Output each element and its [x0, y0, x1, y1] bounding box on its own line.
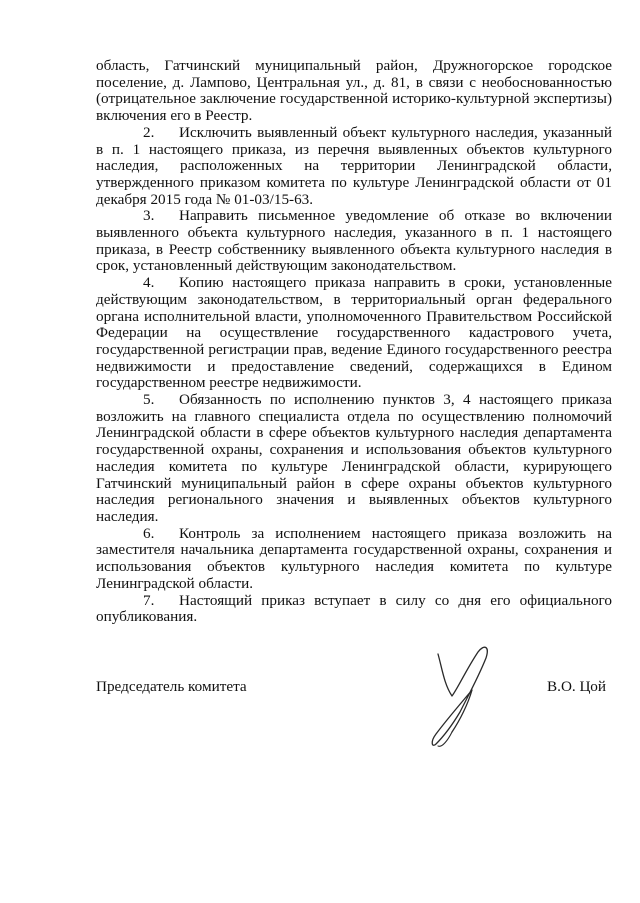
- item-text: Копию настоящего приказа направить в сроки, установленные действующим законодательством, в территориальный орган федерального органа исполнительной власти, уполномоченного Правительством Российской Федерации на осуществление государственного кадастрового учета, государственной регистрации прав, ведение Единого государственного реестра недвижимости и предоставление сведений, содержащихся в Едином государственном реестре недвижимости.: [96, 274, 612, 392]
- item-number: 2.: [143, 123, 155, 141]
- signatory-title: Председатель комитета: [96, 678, 247, 695]
- item-number: 7.: [143, 591, 155, 609]
- signatory-name: В.О. Цой: [547, 678, 606, 695]
- item-7: [96, 593, 612, 626]
- item-5: [96, 392, 612, 526]
- item-3: [96, 208, 612, 275]
- item-2: [96, 125, 612, 209]
- item-number: 4.: [143, 274, 155, 292]
- item-text: Настоящий приказ вступает в силу со дня его официального опубликования.: [96, 591, 612, 626]
- item-text: Обязанность по исполнению пунктов 3, 4 настоящего приказа возложить на главного специалиста отдела по осуществлению полномочий Ленинградской области в сфере объектов культурного наследия департамента государственной охраны, сохранения и использования объектов культурного наследия комитета по культуре Ленинградской области, курирующего Гатчинский муниципальный район в сфере охраны объектов культурного наследия регионального значения и выявленных объектов культурного наследия.: [96, 391, 612, 525]
- item-number: 6.: [143, 524, 155, 542]
- intro-paragraph: область, Гатчинский муниципальный район, Дружногорское городское поселение, д. Лампово, Центральная ул., д. 81, в связи с необоснованностью (отрицательное заключение государственной историко-культурной экспертизы) включения его в Реестр.: [96, 57, 612, 125]
- item-number: 3.: [143, 207, 155, 225]
- item-4: [96, 275, 612, 392]
- item-text: Контроль за исполнением настоящего приказа возложить на заместителя начальника департамента государственной охраны, сохранения и использования объектов культурного наследия комитета по культуре Ленинградской области.: [96, 524, 612, 592]
- item-6: [96, 526, 612, 593]
- item-number: 5.: [143, 391, 155, 409]
- document-body: [96, 58, 612, 626]
- item-text: Исключить выявленный объект культурного наследия, указанный в п. 1 настоящего приказа, из перечня выявленных объектов культурного наследия, расположенных на территории Ленинградской области, утвержденного приказом комитета по культуре Ленинградской области от 01 декабря 2015 года № 01-03/15-63.: [96, 123, 612, 208]
- item-text: Направить письменное уведомление об отказе во включении выявленного объекта культурного наследия, указанного в п. 1 настоящего приказа, в Реестр собственнику выявленного объекта культурного наследия в срок, установленный действующим законодательством.: [96, 207, 612, 275]
- signature-row: [96, 678, 612, 698]
